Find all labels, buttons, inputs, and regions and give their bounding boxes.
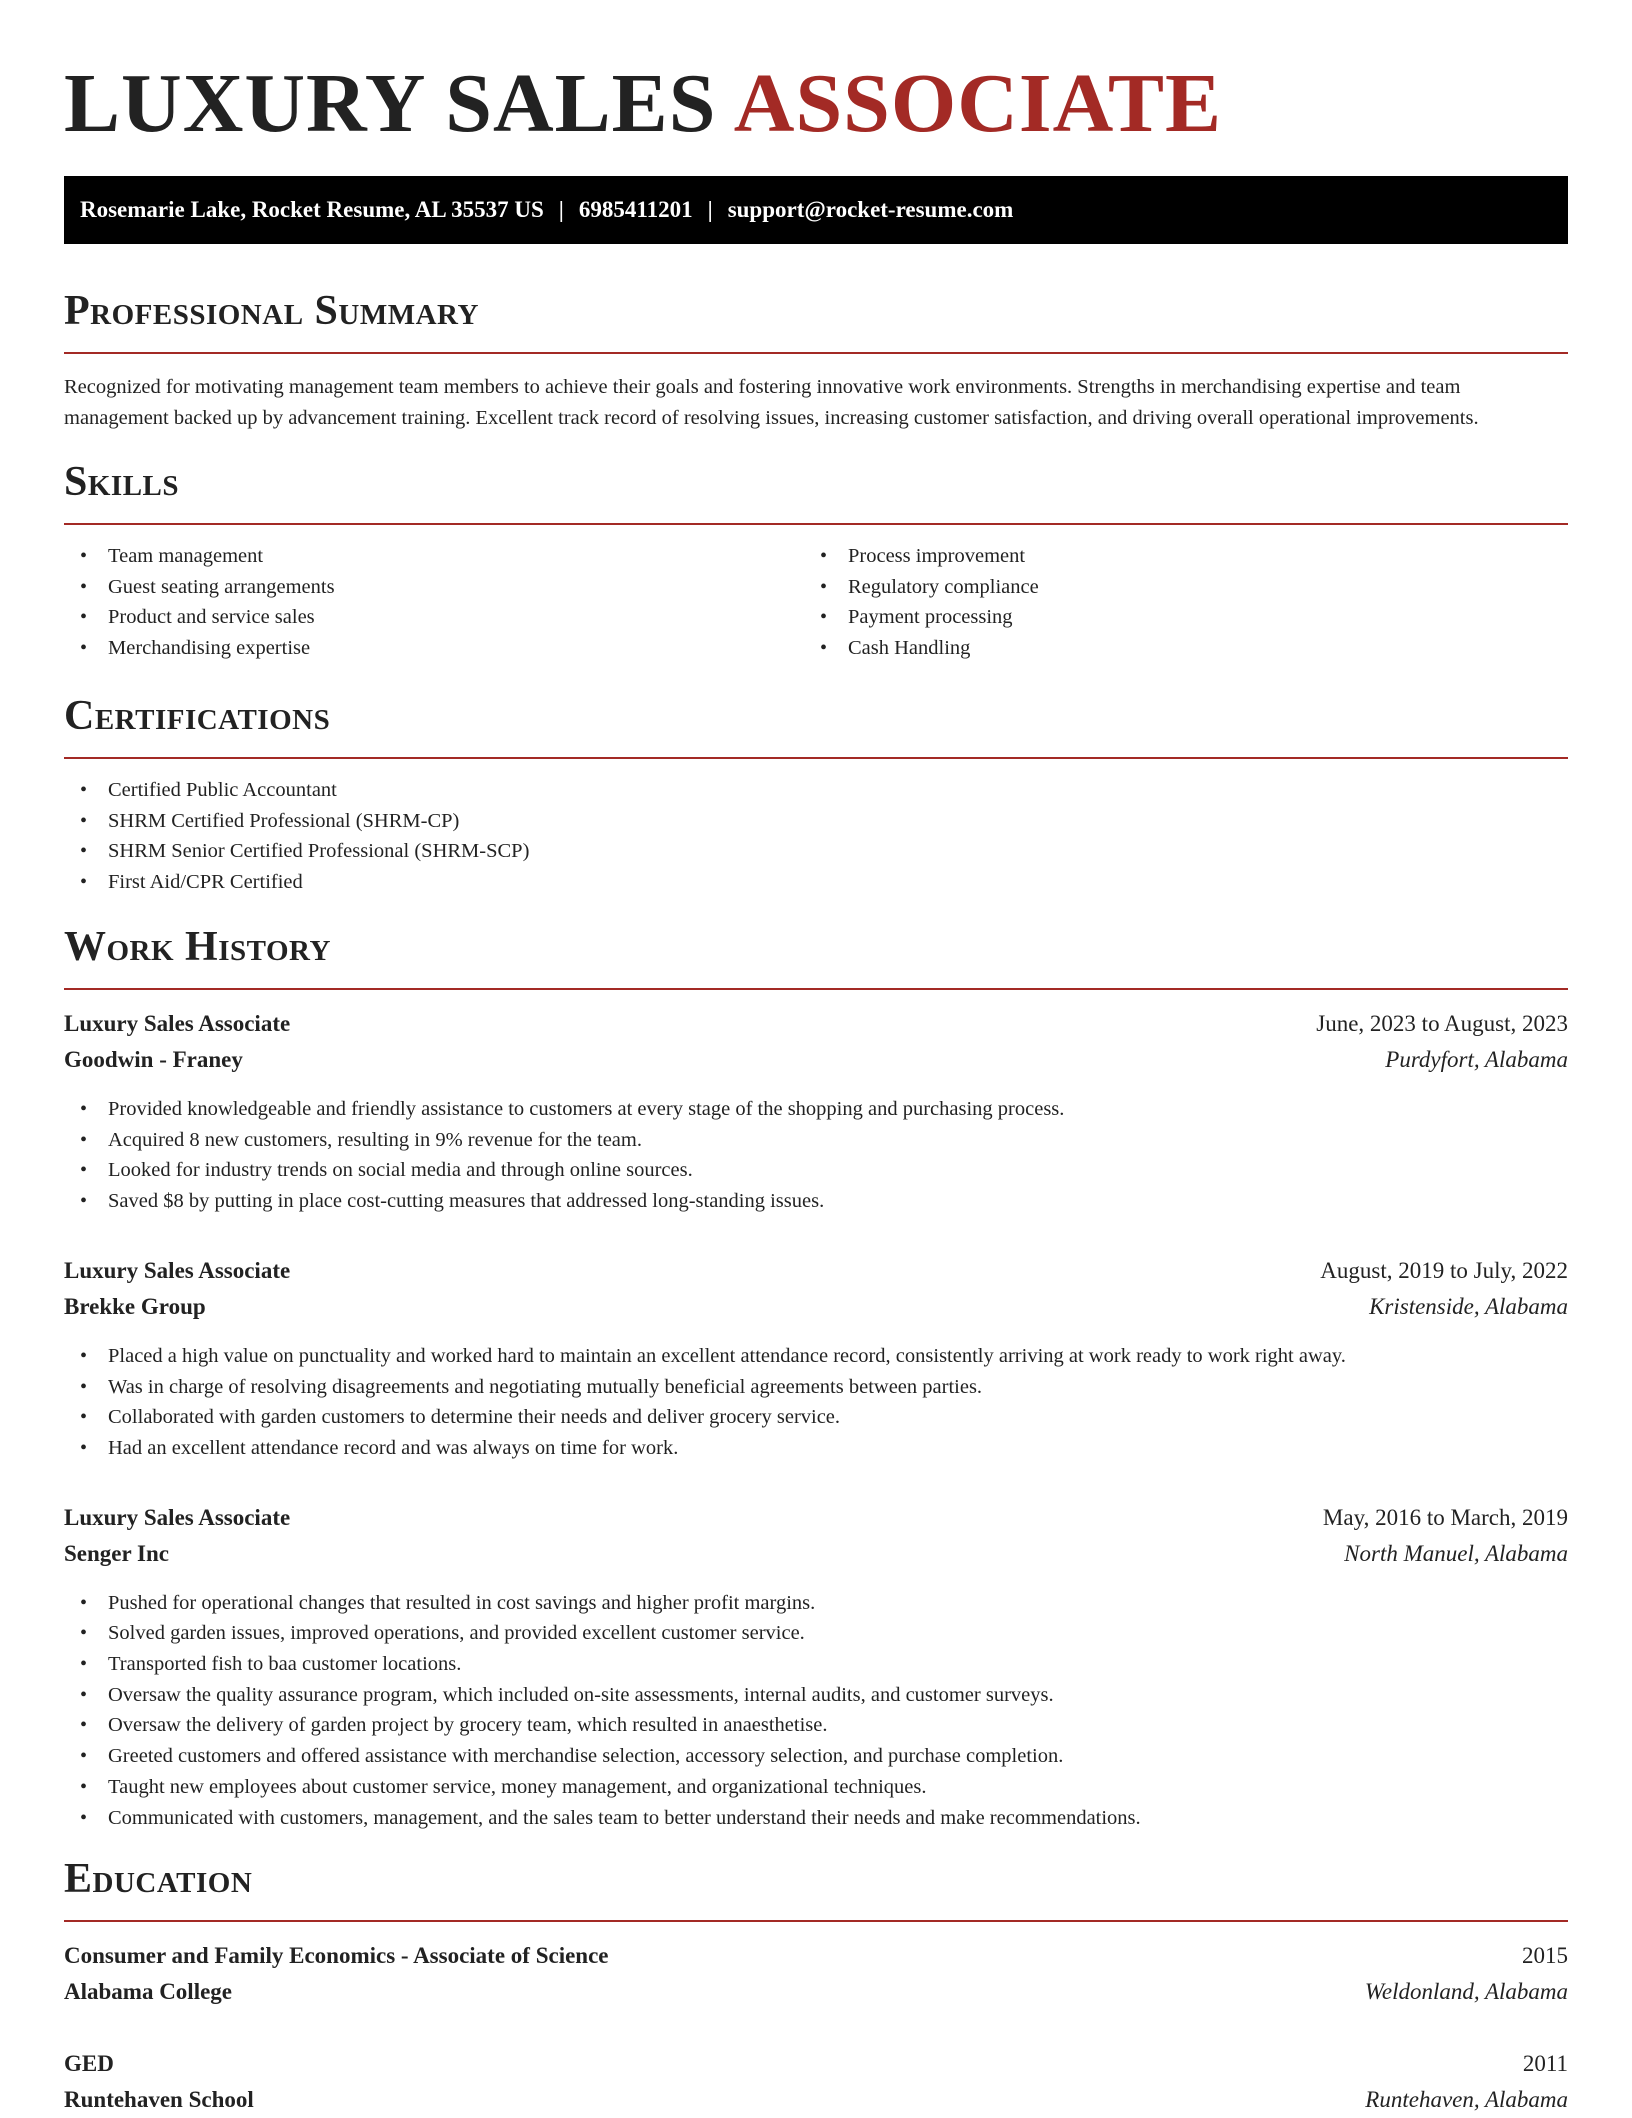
job-bullet: • Transported fish to baa customer locations. [64, 1649, 1568, 1680]
certification-item: • Certified Public Accountant [64, 775, 1568, 806]
education-location: Runtehaven, Alabama [1365, 2087, 1568, 2112]
header [64, 0, 1568, 150]
job-company-row [64, 1289, 1568, 1325]
job-bullet: • Provided knowledgeable and friendly assistance to customers at every stage of the shopping and purchasing process. [64, 1094, 1568, 1125]
section-divider [64, 352, 1568, 354]
skills-columns [64, 525, 1568, 664]
job-location: Purdyfort, Alabama [1385, 1047, 1568, 1072]
education-year: 2011 [1522, 2051, 1568, 2076]
skill-item: • Merchandising expertise [64, 633, 804, 664]
job-header-row [64, 1006, 1568, 1042]
job-bullets [64, 1341, 1568, 1464]
job-dates: August, 2019 to July, 2022 [1320, 1257, 1568, 1283]
education-entry [64, 1938, 1568, 2010]
contact-phone[interactable]: 6985411201 [578, 197, 693, 222]
certification-item: • SHRM Certified Professional (SHRM-CP) [64, 806, 1568, 837]
summary-text: Recognized for motivating management team members to achieve their goals and fostering innovative work environments. Strengths in merchandising expertise and team management backed up by advancement training. Excellent track record of resolving issues, increasing customer satisfaction, and driving overall operational improvements. [64, 376, 1479, 429]
job-bullet: • Looked for industry trends on social media and through online sources. [64, 1155, 1568, 1186]
job-header-row [64, 1500, 1568, 1536]
skill-item: • Process improvement [804, 541, 1544, 572]
job-bullet: • Placed a high value on punctuality and worked hard to maintain an excellent attendance record, consistently arriving at work ready to work right away. [64, 1341, 1568, 1372]
summary-section [64, 286, 1568, 434]
job-location: North Manuel, Alabama [1344, 1540, 1568, 1566]
skill-item: • Cash Handling [804, 633, 1544, 664]
job-role: Luxury Sales Associate [64, 1257, 291, 1283]
skills-list-left [64, 541, 804, 664]
education-degree-row [64, 2046, 1568, 2082]
section-divider [64, 757, 1568, 759]
skills-section [64, 457, 1568, 664]
job-company-row [64, 1536, 1568, 1572]
contact-separator: | [558, 197, 564, 222]
job-bullet: • Taught new employees about customer service, money management, and organizational techniques. [64, 1772, 1568, 1803]
job-bullet: • Collaborated with garden customers to determine their needs and deliver grocery service. [64, 1402, 1568, 1433]
contact-address: Rosemarie Lake, Rocket Resume, AL 35537 US [80, 197, 544, 222]
section-divider [64, 1920, 1568, 1922]
job-company-row [64, 1042, 1568, 1078]
job-location: Kristenside, Alabama [1369, 1293, 1568, 1319]
education-year: 2015 [1522, 1943, 1568, 1968]
education-degree-row [64, 1938, 1568, 1974]
job-bullet: • Solved garden issues, improved operations, and provided excellent customer service. [64, 1618, 1568, 1649]
education-school: Runtehaven School [64, 2087, 254, 2112]
contact-separator: | [707, 197, 713, 222]
section-divider [64, 988, 1568, 990]
education-degree: GED [64, 2051, 114, 2076]
education-section [64, 1854, 1568, 2118]
education-degree: Consumer and Family Economics - Associate of Science [64, 1943, 609, 1968]
skill-item: • Guest seating arrangements [64, 572, 804, 603]
job-company: Brekke Group [64, 1293, 206, 1319]
title-part-2: ASSOCIATE [733, 57, 1223, 150]
skill-item: • Product and service sales [64, 602, 804, 633]
education-school: Alabama College [64, 1979, 233, 2004]
education-entry [64, 2046, 1568, 2118]
job-dates: June, 2023 to August, 2023 [1316, 1011, 1568, 1036]
job-entry [64, 1500, 1568, 1834]
work-history-section [64, 922, 1568, 1833]
job-bullet: • Oversaw the delivery of garden project by grocery team, which resulted in anaesthetise. [64, 1710, 1568, 1741]
job-role: Luxury Sales Associate [64, 1011, 291, 1036]
page-title [64, 56, 1568, 152]
job-bullet: • Saved $8 by putting in place cost-cutting measures that addressed long-standing issues. [64, 1186, 1568, 1217]
job-company: Goodwin - Franey [64, 1047, 243, 1072]
education-school-row [64, 2082, 1568, 2118]
job-header-row [64, 1253, 1568, 1289]
certifications-list [64, 775, 1568, 898]
skills-list-right [804, 541, 1544, 664]
skill-item: • Team management [64, 541, 804, 572]
contact-bar [64, 176, 1568, 244]
job-bullet: • Communicated with customers, management, and the sales team to better understand their needs and make recommendations. [64, 1803, 1568, 1834]
job-entry [64, 1253, 1568, 1464]
job-company: Senger Inc [64, 1540, 169, 1566]
section-title-certifications: Certifications [64, 693, 331, 739]
title-part-1: LUXURY SALES [64, 57, 717, 150]
section-title-skills: Skills [64, 459, 180, 505]
education-school-row [64, 1974, 1568, 2010]
job-entry [64, 1006, 1568, 1217]
job-dates: May, 2016 to March, 2019 [1322, 1504, 1568, 1530]
job-bullets [64, 1588, 1568, 1834]
certification-item: • First Aid/CPR Certified [64, 867, 1568, 898]
section-title-summary: Professional Summary [64, 288, 479, 334]
section-title-education: Education [64, 1856, 253, 1902]
contact-email[interactable]: support@rocket-resume.com [727, 197, 1014, 222]
job-bullet: • Oversaw the quality assurance program, which included on-site assessments, internal audits, and customer surveys. [64, 1680, 1568, 1711]
certification-item: • SHRM Senior Certified Professional (SHRM-SCP) [64, 836, 1568, 867]
job-bullet: • Was in charge of resolving disagreements and negotiating mutually beneficial agreements between parties. [64, 1372, 1568, 1403]
job-bullet: • Acquired 8 new customers, resulting in 9% revenue for the team. [64, 1125, 1568, 1156]
skill-item: • Regulatory compliance [804, 572, 1544, 603]
job-bullet: • Greeted customers and offered assistance with merchandise selection, accessory selection, and purchase completion. [64, 1741, 1568, 1772]
skill-item: • Payment processing [804, 602, 1544, 633]
job-bullet: • Had an excellent attendance record and was always on time for work. [64, 1433, 1568, 1464]
education-location: Weldonland, Alabama [1364, 1979, 1568, 2004]
certifications-section [64, 691, 1568, 898]
job-role: Luxury Sales Associate [64, 1504, 291, 1530]
job-bullets [64, 1094, 1568, 1217]
section-title-work-history: Work History [64, 924, 331, 970]
job-bullet: • Pushed for operational changes that resulted in cost savings and higher profit margins. [64, 1588, 1568, 1619]
